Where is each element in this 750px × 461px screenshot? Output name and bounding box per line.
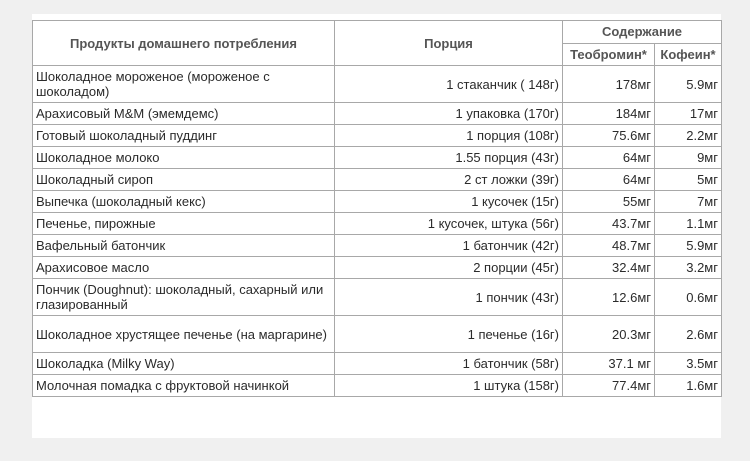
portion-cell: 2 порции (45г) xyxy=(335,257,563,279)
portion-cell: 1 пончик (43г) xyxy=(335,279,563,316)
table-row xyxy=(33,375,722,397)
table-row xyxy=(33,191,722,213)
theobromine-cell: 184мг xyxy=(563,103,655,125)
theobromine-cell: 178мг xyxy=(563,66,655,103)
table-body xyxy=(33,66,722,397)
product-cell: Шоколадный сироп xyxy=(33,169,335,191)
portion-cell: 1.55 порция (43г) xyxy=(335,147,563,169)
product-cell: Шоколадка (Milky Way) xyxy=(33,353,335,375)
header-theobromine: Теобромин* xyxy=(563,43,655,66)
portion-cell: 1 стаканчик ( 148г) xyxy=(335,66,563,103)
table-row xyxy=(33,213,722,235)
caffeine-cell: 2.6мг xyxy=(655,316,722,353)
portion-cell: 2 ст ложки (39г) xyxy=(335,169,563,191)
table-row xyxy=(33,257,722,279)
caffeine-cell: 3.2мг xyxy=(655,257,722,279)
table-row xyxy=(33,316,722,353)
caffeine-cell: 1.1мг xyxy=(655,213,722,235)
table-row xyxy=(33,103,722,125)
caffeine-cell: 5.9мг xyxy=(655,66,722,103)
theobromine-cell: 64мг xyxy=(563,147,655,169)
caffeine-cell: 0.6мг xyxy=(655,279,722,316)
product-cell: Печенье, пирожные xyxy=(33,213,335,235)
caffeine-cell: 5мг xyxy=(655,169,722,191)
portion-cell: 1 кусочек, штука (56г) xyxy=(335,213,563,235)
header-product: Продукты домашнего потребления xyxy=(33,21,335,66)
theobromine-cell: 77.4мг xyxy=(563,375,655,397)
table-row xyxy=(33,66,722,103)
product-cell: Арахисовое масло xyxy=(33,257,335,279)
portion-cell: 1 упаковка (170г) xyxy=(335,103,563,125)
portion-cell: 1 батончик (58г) xyxy=(335,353,563,375)
theobromine-cell: 37.1 мг xyxy=(563,353,655,375)
product-cell: Готовый шоколадный пуддинг xyxy=(33,125,335,147)
caffeine-cell: 1.6мг xyxy=(655,375,722,397)
product-cell: Шоколадное мороженое (мороженое с шоколадом) xyxy=(33,66,335,103)
product-cell: Выпечка (шоколадный кекс) xyxy=(33,191,335,213)
theobromine-cell: 32.4мг xyxy=(563,257,655,279)
caffeine-cell: 3.5мг xyxy=(655,353,722,375)
product-cell: Арахисовый M&M (эмемдемс) xyxy=(33,103,335,125)
caffeine-cell: 2.2мг xyxy=(655,125,722,147)
portion-cell: 1 порция (108г) xyxy=(335,125,563,147)
product-cell: Пончик (Doughnut): шоколадный, сахарный или глазированный xyxy=(33,279,335,316)
theobromine-cell: 12.6мг xyxy=(563,279,655,316)
portion-cell: 1 кусочек (15г) xyxy=(335,191,563,213)
portion-cell: 1 батончик (42г) xyxy=(335,235,563,257)
content-card xyxy=(32,14,721,438)
theobromine-caffeine-table xyxy=(32,20,722,397)
table-row xyxy=(33,147,722,169)
table-row xyxy=(33,279,722,316)
header-portion: Порция xyxy=(335,21,563,66)
product-cell: Вафельный батончик xyxy=(33,235,335,257)
table-row xyxy=(33,235,722,257)
product-cell: Молочная помадка с фруктовой начинкой xyxy=(33,375,335,397)
portion-cell: 1 штука (158г) xyxy=(335,375,563,397)
table-row xyxy=(33,169,722,191)
theobromine-cell: 75.6мг xyxy=(563,125,655,147)
header-caffeine: Кофеин* xyxy=(655,43,722,66)
theobromine-cell: 64мг xyxy=(563,169,655,191)
theobromine-cell: 43.7мг xyxy=(563,213,655,235)
table-row xyxy=(33,125,722,147)
product-cell: Шоколадное хрустящее печенье (на маргарине) xyxy=(33,316,335,353)
theobromine-cell: 48.7мг xyxy=(563,235,655,257)
portion-cell: 1 печенье (16г) xyxy=(335,316,563,353)
table-row xyxy=(33,353,722,375)
header-content: Содержание xyxy=(563,21,722,44)
caffeine-cell: 5.9мг xyxy=(655,235,722,257)
caffeine-cell: 17мг xyxy=(655,103,722,125)
product-cell: Шоколадное молоко xyxy=(33,147,335,169)
caffeine-cell: 9мг xyxy=(655,147,722,169)
theobromine-cell: 20.3мг xyxy=(563,316,655,353)
table-header xyxy=(33,21,722,66)
caffeine-cell: 7мг xyxy=(655,191,722,213)
theobromine-cell: 55мг xyxy=(563,191,655,213)
